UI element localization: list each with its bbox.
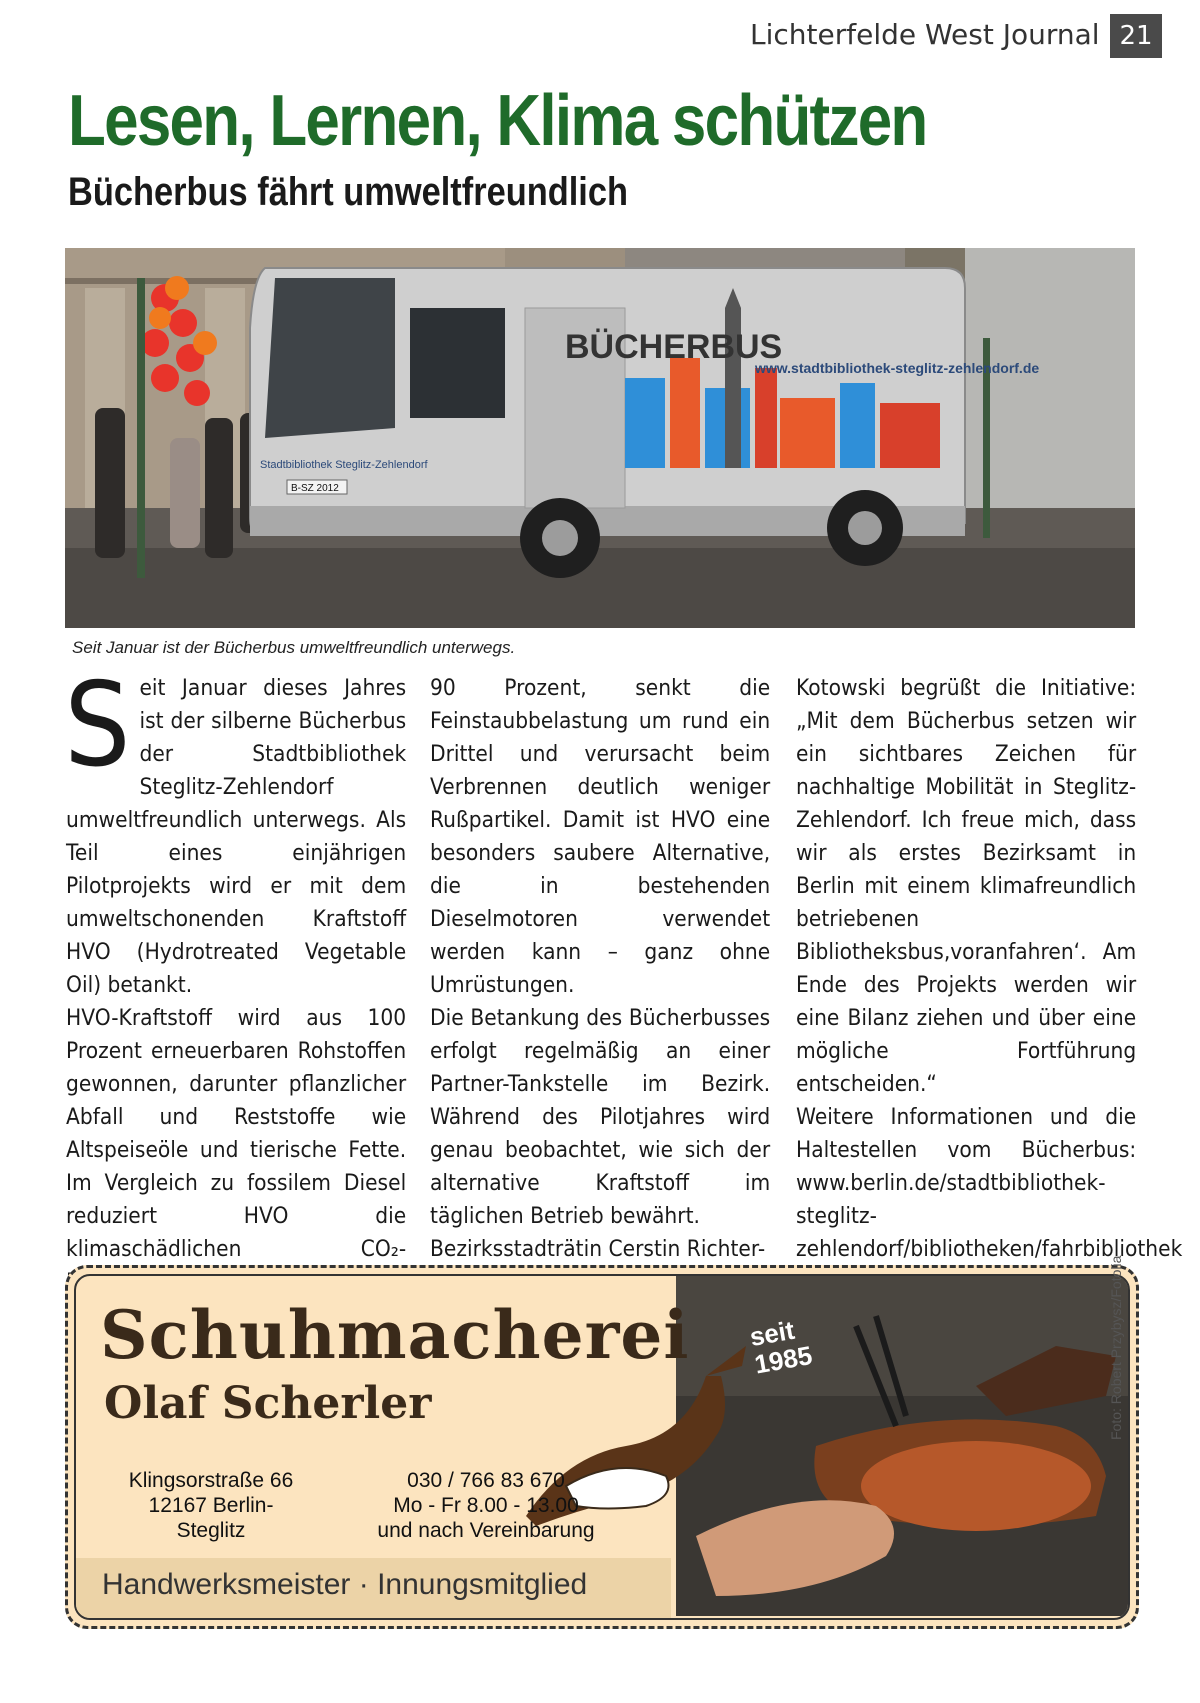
paragraph-4: Die Betankung des Bücherbusses erfolgt regelmäßig an einer Partner-Tankstelle im Bezirk. Während des Pilotjahres wird genau beobachtet, wie sich der alternative Kraftstoff im täglichen Betrieb bewährt.	[430, 1005, 771, 1229]
ad-owner-name: Olaf Scherler	[104, 1378, 432, 1429]
article-column-2	[430, 672, 770, 1266]
paragraph-6: Kotowski begrüßt die Initiative: „Mit dem Bücherbus setzen wir ein sichtbares Zeichen für nachhaltige Mobilität in Steglitz-Zehlendorf. Ich freue mich, dass wir als erstes Bezirksamt in Berlin mit einem klimafreundlich betriebenen Bibliotheksbus‚voranfahren‘. Am Ende des Projekts werden wir eine Bilanz ziehen und über eine mögliche Fortführung entscheiden.“	[796, 675, 1137, 1097]
paragraph-5: Bezirksstadträtin Cerstin Richter-	[430, 1236, 766, 1262]
shoemaker-ad	[65, 1265, 1139, 1629]
ad-district: Steglitz	[176, 1519, 246, 1542]
since-label: seit	[747, 1314, 797, 1353]
ad-frame	[74, 1274, 1130, 1620]
ad-contact	[336, 1468, 636, 1543]
ad-hours: Mo - Fr 8.00 - 13.00	[393, 1494, 579, 1517]
photo-credit: Foto: Robert Przybysz/Fotolia	[1108, 1255, 1124, 1440]
article-column-1	[64, 658, 407, 1299]
info-text: Weitere Informationen und die Haltestellen vom Bücherbus: www.berlin.de/stadtbibliothek-steglitz-zehlendorf/bibliotheken/fahrbibliothek	[796, 1104, 1183, 1262]
ad-address	[96, 1468, 326, 1543]
bus-brand-text: BÜCHERBUS	[565, 328, 783, 366]
article-lead	[64, 658, 407, 1002]
ad-tagline-bar	[76, 1558, 671, 1618]
drop-cap: S	[64, 658, 131, 793]
since-badge	[748, 1313, 815, 1378]
ad-city: 12167 Berlin-	[148, 1494, 274, 1517]
ad-tagline: Handwerksmeister · Innungsmitglied	[102, 1568, 588, 1601]
journal-name: Lichterfelde West Journal	[750, 18, 1100, 51]
photo-caption: Seit Januar ist der Bücherbus umweltfreundlich unterwegs.	[72, 638, 516, 657]
bus-photo	[65, 248, 1135, 628]
article-subtitle: Bücherbus fährt umweltfreundlich	[68, 170, 629, 214]
paragraph-2: HVO-Kraftstoff wird aus 100 Prozent erneuerbaren Rohstoffen gewonnen, darunter pflanzlicher Abfall und Reststoffe wie Altspeiseöle und tierische Fette. Im Vergleich zu fossilem Diesel reduziert HVO die klimaschädlichen CO₂-	[66, 1005, 407, 1262]
bus-url-text: www.stadtbibliothek-steglitz-zehlendorf.de	[755, 360, 1040, 376]
ad-hours-extra: und nach Vereinbarung	[377, 1519, 595, 1542]
bus-plate: B-SZ 2012	[291, 483, 339, 494]
bus-front-label: Stadtbibliothek Steglitz-Zehlendorf	[260, 459, 428, 471]
paragraph-3: 90 Prozent, senkt die Feinstaubbelastung um rund ein Drittel und verursacht beim Verbrennen deutlich weniger Rußpartikel. Damit ist HVO eine besonders saubere Alternative, die in bestehenden Dieselmotoren verwendet werden kann – ganz ohne Umrüstungen.	[430, 675, 771, 998]
ad-phone-number: 030 / 766 83 670	[407, 1469, 565, 1492]
article-title: Lesen, Lernen, Klima schützen	[68, 81, 927, 161]
paragraph-1: eit Januar dieses Jahres ist der silberne Bücherbus der Stadtbibliothek Steglitz-Zehlendorf umweltfreundlich unterwegs. Als Teil eines einjährigen Pilotprojekts wird er mit dem umweltschonenden Kraftstoff HVO (Hydrotreated Vegetable Oil) betankt.	[66, 675, 407, 998]
since-year: 1985	[752, 1339, 815, 1380]
ad-business-name: Schuhmacherei	[100, 1296, 690, 1374]
page-number: 21	[1110, 14, 1162, 58]
article-column-3	[796, 672, 1183, 1299]
ad-street: Klingsorstraße 66	[128, 1469, 294, 1492]
